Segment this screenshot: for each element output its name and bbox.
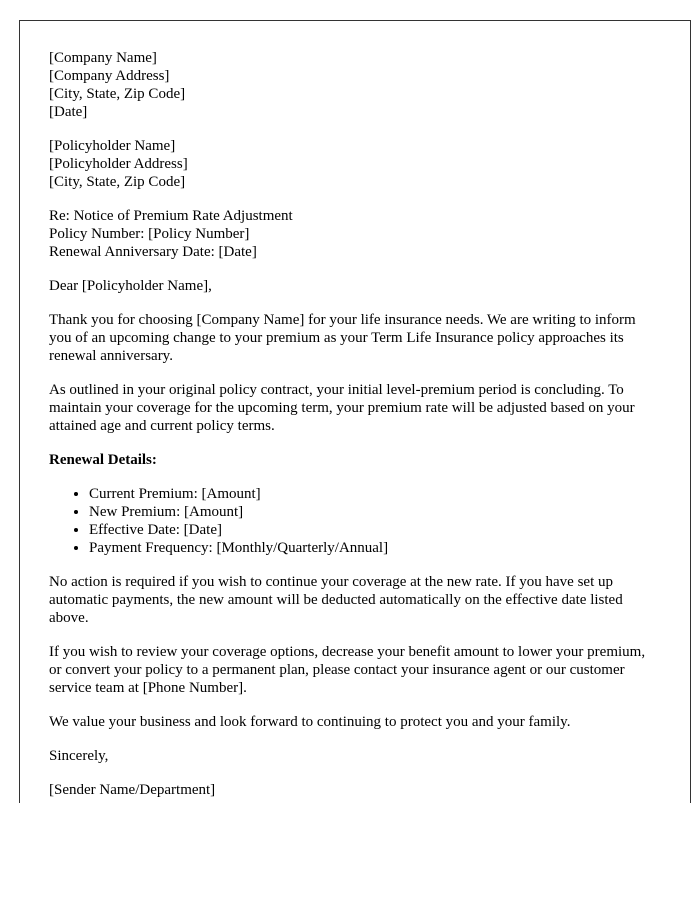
policyholder-city: [City, State, Zip Code] bbox=[49, 174, 186, 190]
recipient-address-block bbox=[49, 137, 661, 191]
salutation: Dear [Policyholder Name], bbox=[49, 278, 212, 294]
policyholder-address: [Policyholder Address] bbox=[49, 156, 188, 172]
letter bbox=[19, 20, 691, 803]
letter-date: [Date] bbox=[49, 104, 88, 120]
sender-address-block bbox=[49, 49, 661, 121]
detail-item: • Payment Frequency: [Monthly/Quarterly/Annual] bbox=[89, 539, 661, 557]
appreciation-paragraph: We value your business and look forward to continuing to protect you and your family. bbox=[49, 714, 571, 730]
subject-line: Re: Notice of Premium Rate Adjustment bbox=[49, 208, 293, 224]
company-address: [Company Address] bbox=[49, 68, 170, 84]
intro-paragraph: Thank you for choosing [Company Name] for your life insurance needs. We are writing to inform you of an upcoming change to your premium as your Term Life Insurance policy approaches its renewal anniversary. bbox=[49, 312, 636, 364]
detail-item: • New Premium: [Amount] bbox=[89, 503, 661, 521]
no-action-paragraph: No action is required if you wish to continue your coverage at the new rate. If you have set up automatic payments, the new amount will be deducted automatically on the effective date listed above. bbox=[49, 574, 623, 626]
detail-item: • Effective Date: [Date] bbox=[89, 521, 661, 539]
signature: [Sender Name/Department] bbox=[49, 782, 216, 798]
reference-block bbox=[49, 207, 661, 261]
company-name: [Company Name] bbox=[49, 50, 157, 66]
details-heading: Renewal Details: bbox=[49, 452, 157, 468]
policyholder-name: [Policyholder Name] bbox=[49, 138, 176, 154]
details-list bbox=[49, 485, 661, 557]
policy-number: Policy Number: [Policy Number] bbox=[49, 226, 250, 242]
signoff: Sincerely, bbox=[49, 748, 109, 764]
renewal-date: Renewal Anniversary Date: [Date] bbox=[49, 244, 257, 260]
company-city: [City, State, Zip Code] bbox=[49, 86, 186, 102]
detail-item: • Current Premium: [Amount] bbox=[89, 485, 661, 503]
explanation-paragraph: As outlined in your original policy contract, your initial level-premium period is concluding. To maintain your coverage for the upcoming term, your premium rate will be adjusted based on your attained age and current policy terms. bbox=[49, 382, 635, 434]
contact-paragraph: If you wish to review your coverage options, decrease your benefit amount to lower your premium, or convert your policy to a permanent plan, please contact your insurance agent or our customer service team at [Phone Number]. bbox=[49, 644, 646, 696]
